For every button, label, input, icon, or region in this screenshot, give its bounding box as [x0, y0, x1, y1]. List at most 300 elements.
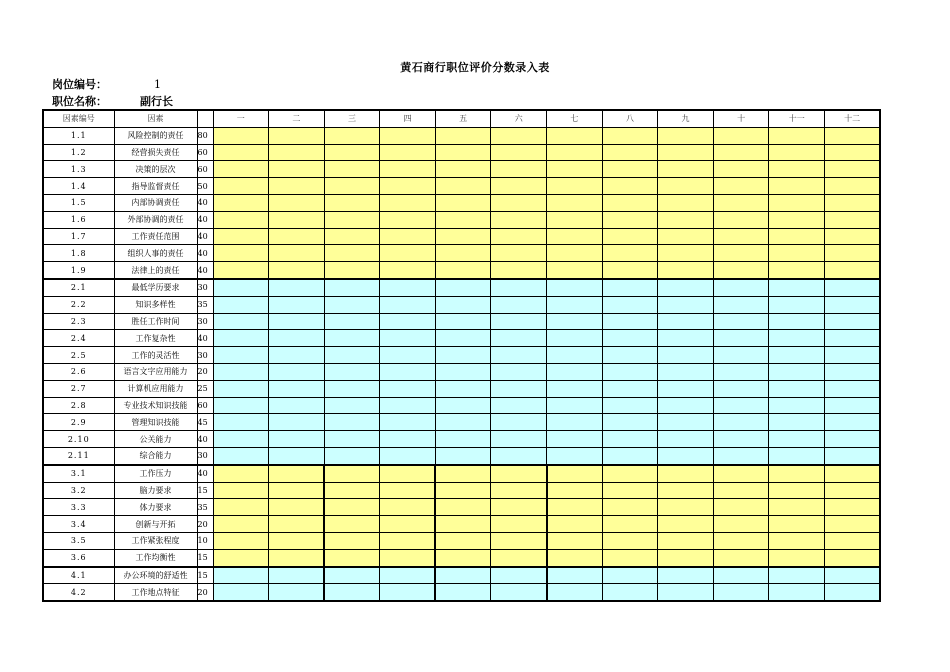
score-input-cell[interactable] — [713, 279, 769, 296]
score-input-cell[interactable] — [713, 245, 769, 262]
score-input-cell[interactable] — [825, 549, 881, 566]
score-input-cell[interactable] — [380, 279, 436, 296]
score-input-cell[interactable] — [213, 465, 269, 482]
score-input-cell[interactable] — [602, 211, 658, 228]
score-input-cell[interactable] — [491, 516, 547, 533]
score-input-cell[interactable] — [324, 516, 380, 533]
score-input-cell[interactable] — [658, 144, 714, 161]
score-input-cell[interactable] — [658, 296, 714, 313]
score-input-cell[interactable] — [769, 262, 825, 279]
score-input-cell[interactable] — [435, 279, 491, 296]
score-input-cell[interactable] — [213, 178, 269, 195]
score-input-cell[interactable] — [269, 499, 325, 516]
score-input-cell[interactable] — [769, 447, 825, 464]
score-input-cell[interactable] — [324, 194, 380, 211]
score-input-cell[interactable] — [435, 499, 491, 516]
score-input-cell[interactable] — [324, 549, 380, 566]
score-input-cell[interactable] — [547, 144, 603, 161]
score-input-cell[interactable] — [547, 279, 603, 296]
score-input-cell[interactable] — [602, 431, 658, 448]
score-input-cell[interactable] — [547, 194, 603, 211]
score-input-cell[interactable] — [380, 380, 436, 397]
score-input-cell[interactable] — [769, 245, 825, 262]
score-input-cell[interactable] — [602, 414, 658, 431]
score-input-cell[interactable] — [713, 584, 769, 601]
score-input-cell[interactable] — [435, 363, 491, 380]
score-input-cell[interactable] — [435, 161, 491, 178]
score-input-cell[interactable] — [491, 127, 547, 144]
score-input-cell[interactable] — [658, 178, 714, 195]
score-input-cell[interactable] — [825, 363, 881, 380]
score-input-cell[interactable] — [825, 347, 881, 364]
score-input-cell[interactable] — [658, 313, 714, 330]
score-input-cell[interactable] — [491, 499, 547, 516]
score-input-cell[interactable] — [380, 245, 436, 262]
score-input-cell[interactable] — [658, 482, 714, 499]
score-input-cell[interactable] — [380, 447, 436, 464]
score-input-cell[interactable] — [491, 211, 547, 228]
score-input-cell[interactable] — [324, 296, 380, 313]
score-input-cell[interactable] — [658, 211, 714, 228]
score-input-cell[interactable] — [713, 465, 769, 482]
score-input-cell[interactable] — [324, 482, 380, 499]
score-input-cell[interactable] — [825, 262, 881, 279]
score-input-cell[interactable] — [547, 549, 603, 566]
score-input-cell[interactable] — [324, 532, 380, 549]
score-input-cell[interactable] — [547, 262, 603, 279]
score-input-cell[interactable] — [324, 144, 380, 161]
score-input-cell[interactable] — [324, 447, 380, 464]
score-input-cell[interactable] — [213, 228, 269, 245]
score-input-cell[interactable] — [825, 482, 881, 499]
score-input-cell[interactable] — [825, 127, 881, 144]
score-input-cell[interactable] — [547, 584, 603, 601]
score-input-cell[interactable] — [658, 465, 714, 482]
score-input-cell[interactable] — [713, 228, 769, 245]
score-input-cell[interactable] — [602, 516, 658, 533]
score-input-cell[interactable] — [380, 330, 436, 347]
score-input-cell[interactable] — [713, 161, 769, 178]
score-input-cell[interactable] — [213, 584, 269, 601]
score-input-cell[interactable] — [713, 567, 769, 584]
score-input-cell[interactable] — [769, 347, 825, 364]
score-input-cell[interactable] — [602, 397, 658, 414]
score-input-cell[interactable] — [602, 584, 658, 601]
score-input-cell[interactable] — [380, 584, 436, 601]
score-input-cell[interactable] — [491, 144, 547, 161]
score-input-cell[interactable] — [547, 296, 603, 313]
score-input-cell[interactable] — [435, 330, 491, 347]
score-input-cell[interactable] — [435, 567, 491, 584]
score-input-cell[interactable] — [602, 347, 658, 364]
score-input-cell[interactable] — [435, 127, 491, 144]
score-input-cell[interactable] — [213, 279, 269, 296]
score-input-cell[interactable] — [769, 178, 825, 195]
score-input-cell[interactable] — [602, 330, 658, 347]
score-input-cell[interactable] — [324, 228, 380, 245]
score-input-cell[interactable] — [769, 499, 825, 516]
score-input-cell[interactable] — [547, 178, 603, 195]
score-input-cell[interactable] — [213, 161, 269, 178]
score-input-cell[interactable] — [435, 347, 491, 364]
score-input-cell[interactable] — [602, 313, 658, 330]
score-input-cell[interactable] — [658, 245, 714, 262]
score-input-cell[interactable] — [825, 228, 881, 245]
score-input-cell[interactable] — [547, 567, 603, 584]
score-input-cell[interactable] — [491, 380, 547, 397]
score-input-cell[interactable] — [658, 414, 714, 431]
score-input-cell[interactable] — [547, 482, 603, 499]
score-input-cell[interactable] — [213, 532, 269, 549]
score-input-cell[interactable] — [269, 347, 325, 364]
score-input-cell[interactable] — [324, 567, 380, 584]
score-input-cell[interactable] — [713, 330, 769, 347]
score-input-cell[interactable] — [713, 431, 769, 448]
score-input-cell[interactable] — [380, 482, 436, 499]
score-input-cell[interactable] — [380, 567, 436, 584]
score-input-cell[interactable] — [380, 549, 436, 566]
score-input-cell[interactable] — [324, 397, 380, 414]
score-input-cell[interactable] — [435, 262, 491, 279]
score-input-cell[interactable] — [825, 499, 881, 516]
score-input-cell[interactable] — [825, 516, 881, 533]
score-input-cell[interactable] — [658, 279, 714, 296]
score-input-cell[interactable] — [435, 296, 491, 313]
score-input-cell[interactable] — [602, 549, 658, 566]
score-input-cell[interactable] — [713, 178, 769, 195]
score-input-cell[interactable] — [435, 144, 491, 161]
score-input-cell[interactable] — [825, 532, 881, 549]
score-input-cell[interactable] — [602, 194, 658, 211]
score-input-cell[interactable] — [380, 532, 436, 549]
score-input-cell[interactable] — [602, 279, 658, 296]
score-input-cell[interactable] — [213, 363, 269, 380]
score-input-cell[interactable] — [380, 414, 436, 431]
score-input-cell[interactable] — [213, 482, 269, 499]
score-input-cell[interactable] — [435, 245, 491, 262]
score-input-cell[interactable] — [602, 532, 658, 549]
score-input-cell[interactable] — [491, 347, 547, 364]
score-input-cell[interactable] — [769, 567, 825, 584]
score-input-cell[interactable] — [269, 397, 325, 414]
score-input-cell[interactable] — [380, 228, 436, 245]
score-input-cell[interactable] — [269, 516, 325, 533]
score-input-cell[interactable] — [324, 431, 380, 448]
score-input-cell[interactable] — [825, 567, 881, 584]
score-input-cell[interactable] — [713, 549, 769, 566]
score-input-cell[interactable] — [435, 313, 491, 330]
score-input-cell[interactable] — [380, 397, 436, 414]
score-input-cell[interactable] — [269, 532, 325, 549]
score-input-cell[interactable] — [491, 178, 547, 195]
score-input-cell[interactable] — [769, 482, 825, 499]
score-input-cell[interactable] — [269, 465, 325, 482]
score-input-cell[interactable] — [491, 161, 547, 178]
score-input-cell[interactable] — [380, 178, 436, 195]
score-input-cell[interactable] — [825, 584, 881, 601]
score-input-cell[interactable] — [213, 330, 269, 347]
score-input-cell[interactable] — [825, 194, 881, 211]
score-input-cell[interactable] — [713, 499, 769, 516]
score-input-cell[interactable] — [602, 161, 658, 178]
score-input-cell[interactable] — [435, 414, 491, 431]
score-input-cell[interactable] — [547, 516, 603, 533]
score-input-cell[interactable] — [380, 161, 436, 178]
score-input-cell[interactable] — [491, 245, 547, 262]
score-input-cell[interactable] — [491, 397, 547, 414]
score-input-cell[interactable] — [713, 194, 769, 211]
score-input-cell[interactable] — [602, 144, 658, 161]
score-input-cell[interactable] — [602, 465, 658, 482]
score-input-cell[interactable] — [213, 567, 269, 584]
score-input-cell[interactable] — [435, 380, 491, 397]
score-input-cell[interactable] — [269, 178, 325, 195]
score-input-cell[interactable] — [213, 380, 269, 397]
score-input-cell[interactable] — [769, 279, 825, 296]
score-input-cell[interactable] — [658, 397, 714, 414]
score-input-cell[interactable] — [602, 178, 658, 195]
score-input-cell[interactable] — [713, 296, 769, 313]
score-input-cell[interactable] — [658, 127, 714, 144]
score-input-cell[interactable] — [324, 465, 380, 482]
score-input-cell[interactable] — [825, 313, 881, 330]
score-input-cell[interactable] — [380, 144, 436, 161]
score-input-cell[interactable] — [435, 465, 491, 482]
score-input-cell[interactable] — [602, 262, 658, 279]
score-input-cell[interactable] — [769, 228, 825, 245]
score-input-cell[interactable] — [713, 516, 769, 533]
score-input-cell[interactable] — [435, 532, 491, 549]
score-input-cell[interactable] — [713, 363, 769, 380]
score-input-cell[interactable] — [825, 414, 881, 431]
score-input-cell[interactable] — [658, 584, 714, 601]
score-input-cell[interactable] — [658, 532, 714, 549]
score-input-cell[interactable] — [435, 397, 491, 414]
score-input-cell[interactable] — [769, 431, 825, 448]
score-input-cell[interactable] — [713, 414, 769, 431]
score-input-cell[interactable] — [769, 363, 825, 380]
score-input-cell[interactable] — [825, 465, 881, 482]
score-input-cell[interactable] — [602, 296, 658, 313]
score-input-cell[interactable] — [602, 127, 658, 144]
score-input-cell[interactable] — [324, 178, 380, 195]
score-input-cell[interactable] — [491, 549, 547, 566]
score-input-cell[interactable] — [547, 465, 603, 482]
score-input-cell[interactable] — [769, 127, 825, 144]
score-input-cell[interactable] — [491, 414, 547, 431]
score-input-cell[interactable] — [491, 584, 547, 601]
score-input-cell[interactable] — [269, 447, 325, 464]
score-input-cell[interactable] — [602, 567, 658, 584]
score-input-cell[interactable] — [324, 414, 380, 431]
score-input-cell[interactable] — [547, 363, 603, 380]
score-input-cell[interactable] — [713, 532, 769, 549]
score-input-cell[interactable] — [213, 144, 269, 161]
score-input-cell[interactable] — [380, 296, 436, 313]
score-input-cell[interactable] — [825, 161, 881, 178]
score-input-cell[interactable] — [491, 228, 547, 245]
score-input-cell[interactable] — [213, 516, 269, 533]
score-input-cell[interactable] — [769, 330, 825, 347]
score-input-cell[interactable] — [213, 447, 269, 464]
score-input-cell[interactable] — [380, 363, 436, 380]
score-input-cell[interactable] — [213, 549, 269, 566]
score-input-cell[interactable] — [658, 228, 714, 245]
score-input-cell[interactable] — [491, 363, 547, 380]
score-input-cell[interactable] — [769, 194, 825, 211]
score-input-cell[interactable] — [269, 584, 325, 601]
score-input-cell[interactable] — [769, 296, 825, 313]
score-input-cell[interactable] — [213, 211, 269, 228]
score-input-cell[interactable] — [269, 414, 325, 431]
score-input-cell[interactable] — [713, 144, 769, 161]
score-input-cell[interactable] — [269, 279, 325, 296]
score-input-cell[interactable] — [491, 532, 547, 549]
score-input-cell[interactable] — [269, 245, 325, 262]
score-input-cell[interactable] — [269, 330, 325, 347]
score-input-cell[interactable] — [324, 279, 380, 296]
score-input-cell[interactable] — [491, 194, 547, 211]
score-input-cell[interactable] — [658, 567, 714, 584]
score-input-cell[interactable] — [769, 313, 825, 330]
score-input-cell[interactable] — [658, 161, 714, 178]
score-input-cell[interactable] — [324, 211, 380, 228]
score-input-cell[interactable] — [213, 414, 269, 431]
score-input-cell[interactable] — [547, 211, 603, 228]
score-input-cell[interactable] — [213, 245, 269, 262]
score-input-cell[interactable] — [825, 245, 881, 262]
score-input-cell[interactable] — [769, 397, 825, 414]
score-input-cell[interactable] — [658, 330, 714, 347]
position-number-value[interactable]: 1 — [154, 78, 161, 91]
score-input-cell[interactable] — [213, 127, 269, 144]
score-input-cell[interactable] — [213, 296, 269, 313]
score-input-cell[interactable] — [602, 447, 658, 464]
score-input-cell[interactable] — [269, 549, 325, 566]
score-input-cell[interactable] — [435, 228, 491, 245]
score-input-cell[interactable] — [825, 296, 881, 313]
score-input-cell[interactable] — [602, 380, 658, 397]
score-input-cell[interactable] — [213, 262, 269, 279]
score-input-cell[interactable] — [658, 347, 714, 364]
score-input-cell[interactable] — [547, 414, 603, 431]
score-input-cell[interactable] — [825, 447, 881, 464]
score-input-cell[interactable] — [547, 347, 603, 364]
score-input-cell[interactable] — [713, 347, 769, 364]
score-input-cell[interactable] — [380, 465, 436, 482]
score-input-cell[interactable] — [380, 431, 436, 448]
score-input-cell[interactable] — [769, 161, 825, 178]
score-input-cell[interactable] — [658, 431, 714, 448]
score-input-cell[interactable] — [213, 313, 269, 330]
score-input-cell[interactable] — [269, 296, 325, 313]
score-input-cell[interactable] — [380, 127, 436, 144]
score-input-cell[interactable] — [547, 245, 603, 262]
score-input-cell[interactable] — [769, 465, 825, 482]
score-input-cell[interactable] — [435, 584, 491, 601]
score-input-cell[interactable] — [324, 363, 380, 380]
score-input-cell[interactable] — [324, 584, 380, 601]
score-input-cell[interactable] — [825, 144, 881, 161]
score-input-cell[interactable] — [324, 347, 380, 364]
score-input-cell[interactable] — [769, 516, 825, 533]
score-input-cell[interactable] — [269, 194, 325, 211]
score-input-cell[interactable] — [769, 584, 825, 601]
score-input-cell[interactable] — [769, 532, 825, 549]
score-input-cell[interactable] — [269, 482, 325, 499]
score-input-cell[interactable] — [547, 313, 603, 330]
score-input-cell[interactable] — [269, 144, 325, 161]
score-input-cell[interactable] — [658, 262, 714, 279]
score-input-cell[interactable] — [658, 516, 714, 533]
score-input-cell[interactable] — [713, 211, 769, 228]
score-input-cell[interactable] — [547, 447, 603, 464]
score-input-cell[interactable] — [769, 380, 825, 397]
score-input-cell[interactable] — [658, 380, 714, 397]
score-input-cell[interactable] — [435, 211, 491, 228]
score-input-cell[interactable] — [713, 313, 769, 330]
score-input-cell[interactable] — [213, 347, 269, 364]
score-input-cell[interactable] — [547, 228, 603, 245]
score-input-cell[interactable] — [602, 245, 658, 262]
score-input-cell[interactable] — [269, 127, 325, 144]
score-input-cell[interactable] — [213, 431, 269, 448]
score-input-cell[interactable] — [435, 431, 491, 448]
score-input-cell[interactable] — [324, 245, 380, 262]
score-input-cell[interactable] — [435, 194, 491, 211]
score-input-cell[interactable] — [380, 194, 436, 211]
score-input-cell[interactable] — [269, 262, 325, 279]
score-input-cell[interactable] — [324, 499, 380, 516]
score-input-cell[interactable] — [713, 380, 769, 397]
score-input-cell[interactable] — [491, 567, 547, 584]
score-input-cell[interactable] — [825, 330, 881, 347]
score-input-cell[interactable] — [547, 161, 603, 178]
position-name-value[interactable]: 副行长 — [140, 95, 173, 108]
score-input-cell[interactable] — [491, 465, 547, 482]
score-input-cell[interactable] — [769, 414, 825, 431]
score-input-cell[interactable] — [825, 380, 881, 397]
score-input-cell[interactable] — [825, 397, 881, 414]
score-input-cell[interactable] — [380, 499, 436, 516]
score-input-cell[interactable] — [269, 161, 325, 178]
score-input-cell[interactable] — [213, 499, 269, 516]
score-input-cell[interactable] — [491, 262, 547, 279]
score-input-cell[interactable] — [547, 431, 603, 448]
score-input-cell[interactable] — [213, 194, 269, 211]
score-input-cell[interactable] — [547, 397, 603, 414]
score-input-cell[interactable] — [435, 549, 491, 566]
score-input-cell[interactable] — [324, 330, 380, 347]
score-input-cell[interactable] — [269, 363, 325, 380]
score-input-cell[interactable] — [602, 228, 658, 245]
score-input-cell[interactable] — [658, 549, 714, 566]
score-input-cell[interactable] — [380, 313, 436, 330]
score-input-cell[interactable] — [380, 516, 436, 533]
score-input-cell[interactable] — [769, 211, 825, 228]
score-input-cell[interactable] — [491, 313, 547, 330]
score-input-cell[interactable] — [324, 127, 380, 144]
score-input-cell[interactable] — [602, 363, 658, 380]
score-input-cell[interactable] — [658, 363, 714, 380]
score-input-cell[interactable] — [769, 144, 825, 161]
score-input-cell[interactable] — [825, 211, 881, 228]
score-input-cell[interactable] — [713, 397, 769, 414]
score-input-cell[interactable] — [213, 397, 269, 414]
score-input-cell[interactable] — [269, 380, 325, 397]
score-input-cell[interactable] — [324, 380, 380, 397]
score-input-cell[interactable] — [547, 127, 603, 144]
